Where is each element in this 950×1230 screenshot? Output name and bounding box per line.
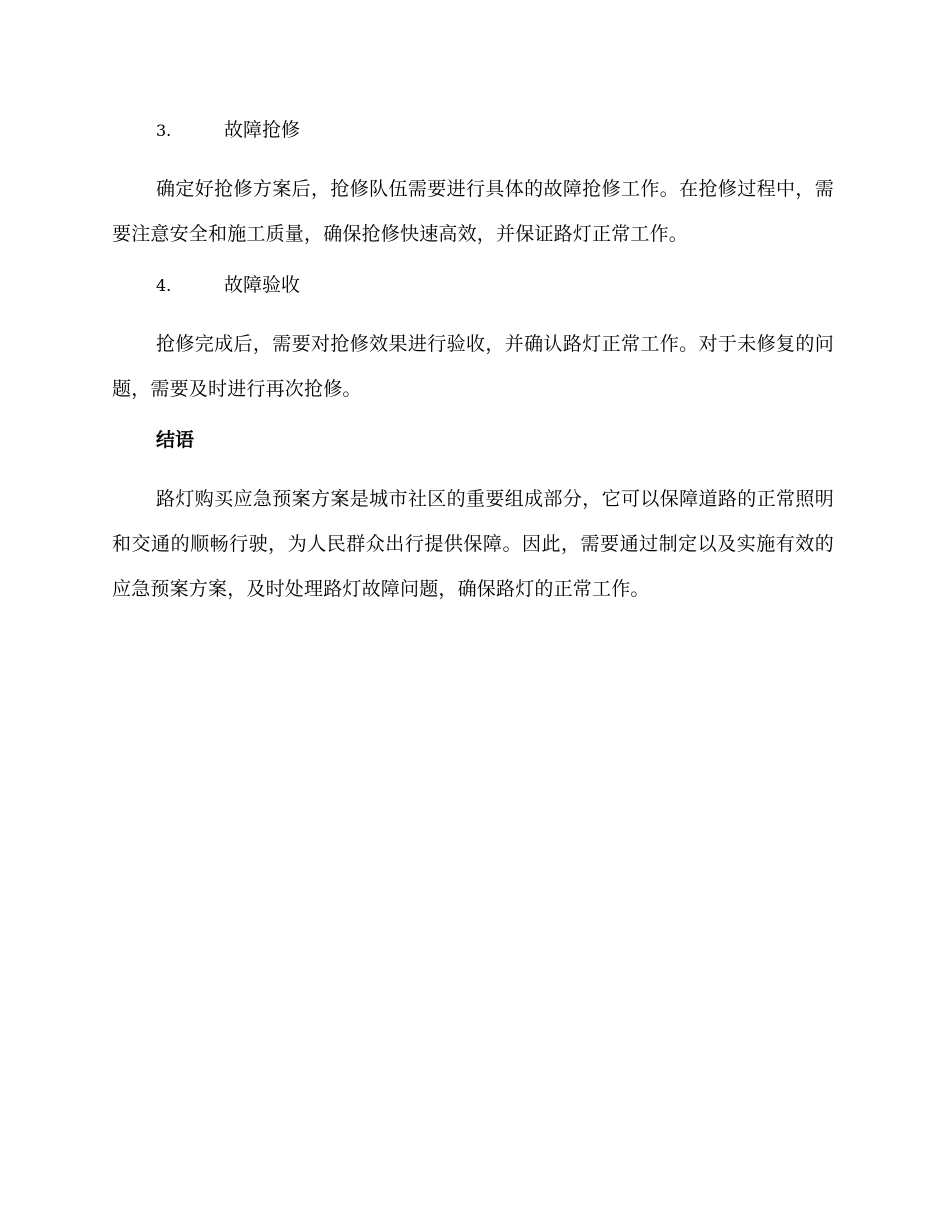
document-content (112, 112, 834, 612)
paragraph-fault-acceptance: 抢修完成后，需要对抢修效果进行验收，并确认路灯正常工作。对于未修复的问题，需要及时进行再次抢修。 (112, 333, 834, 400)
list-heading-fault-acceptance (112, 269, 834, 301)
list-number: 4. (156, 276, 172, 295)
list-title: 故障验收 (224, 274, 301, 296)
paragraph-fault-repair: 确定好抢修方案后，抢修队伍需要进行具体的故障抢修工作。在抢修过程中，需要注意安全和施工质量，确保抢修快速高效，并保证路灯正常工作。 (112, 178, 834, 245)
list-number: 3. (156, 121, 172, 140)
section-heading-conclusion: 结语 (156, 429, 195, 451)
list-title: 故障抢修 (224, 119, 301, 141)
paragraph-conclusion: 路灯购买应急预案方案是城市社区的重要组成部分，它可以保障道路的正常照明和交通的顺畅行驶，为人民群众出行提供保障。因此，需要通过制定以及实施有效的应急预案方案，及时处理路灯故障问题，确保路灯的正常工作。 (112, 488, 834, 600)
list-heading-fault-repair (112, 114, 834, 146)
